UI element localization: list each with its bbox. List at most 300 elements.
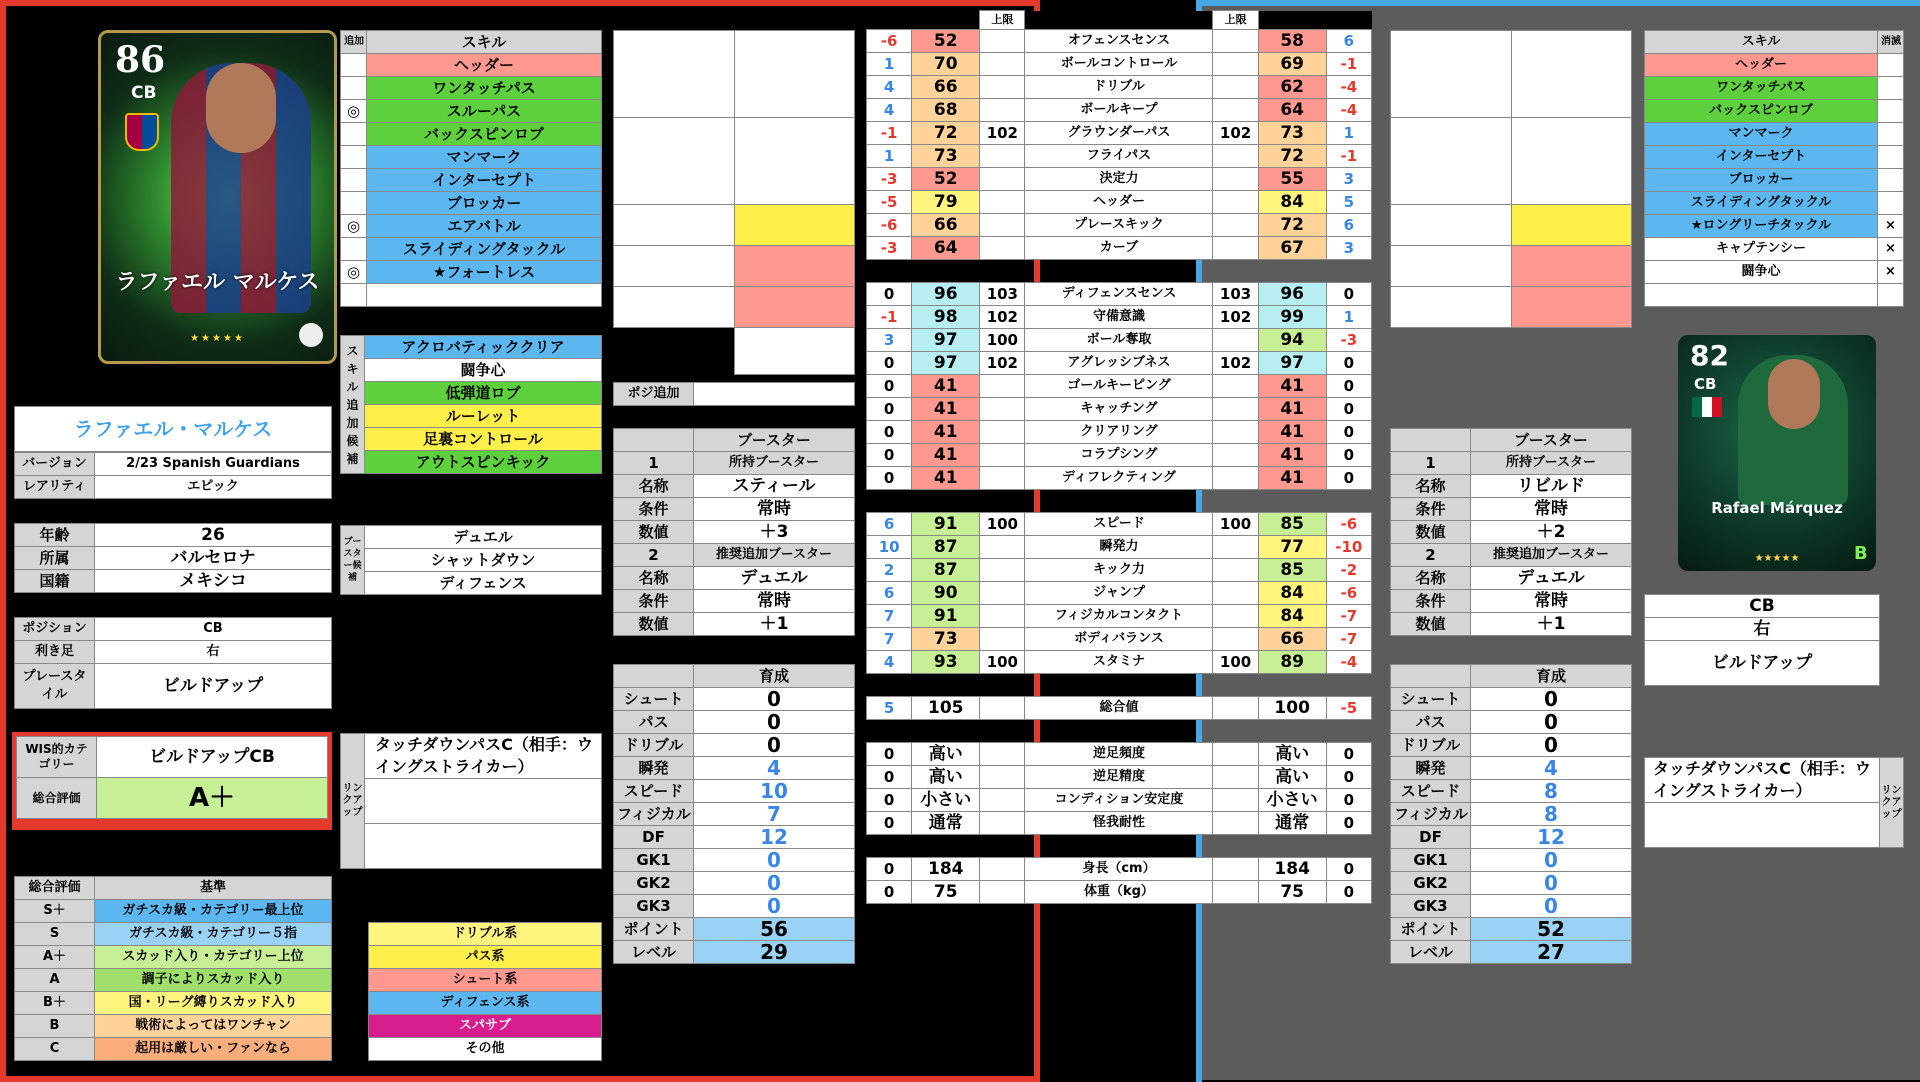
skill-added-mark (341, 284, 367, 307)
stats-gap-cell (912, 490, 980, 513)
skill-row (1645, 284, 1904, 307)
right-value: 184 (1258, 858, 1326, 881)
left-cap (980, 214, 1025, 237)
stat-name: ディフレクティング (1025, 467, 1213, 490)
left-value: 68 (912, 99, 980, 122)
training-row (1391, 849, 1632, 872)
stat-row (867, 605, 1372, 628)
stat-name: キック力 (1025, 559, 1213, 582)
skill-name: 闘争心 (1645, 261, 1878, 284)
training-row (614, 895, 855, 918)
stats-blank (1258, 11, 1326, 30)
skill-name: ブロッカー (1645, 169, 1878, 192)
stat-row (867, 766, 1372, 789)
left-value: 41 (912, 444, 980, 467)
skill-removed-mark (1878, 284, 1904, 307)
right-diff: 6 (1326, 30, 1371, 53)
booster-value: 推奨追加ブースター (694, 544, 855, 567)
card-position: CB (1694, 375, 1717, 393)
info-label: バージョン (15, 453, 95, 476)
training-value: 0 (1471, 849, 1632, 872)
color-legend-item: シュート系 (369, 969, 602, 992)
right-diff: 0 (1326, 283, 1371, 306)
skill-name: スライディングタックル (1645, 192, 1878, 215)
stat-name: 逆足精度 (1025, 766, 1213, 789)
right-cap (1213, 375, 1258, 398)
booster-label: 名称 (1391, 567, 1471, 590)
training-value: 0 (1471, 711, 1632, 734)
stats-gap-cell (980, 674, 1025, 697)
skill-row (1645, 192, 1904, 215)
right-diff: 0 (1326, 421, 1371, 444)
right-value: 96 (1258, 283, 1326, 306)
training-label: 瞬発 (614, 757, 694, 780)
info-value: ビルドアップ (95, 664, 332, 709)
skill-added-mark: ◎ (341, 100, 367, 123)
skill-removed-mark (1878, 123, 1904, 146)
left-value: 64 (912, 237, 980, 260)
right-diff: 0 (1326, 352, 1371, 375)
left-cap (980, 582, 1025, 605)
booster-title-row (614, 429, 855, 452)
stat-name: グラウンダーパス (1025, 122, 1213, 145)
training-value: 4 (694, 757, 855, 780)
left-diff: 1 (867, 145, 912, 168)
stat-row (867, 237, 1372, 260)
booster-candidate-row (341, 526, 602, 549)
info-label: レアリティ (15, 476, 95, 499)
stat-row (867, 789, 1372, 812)
stat-name: ボディバランス (1025, 628, 1213, 651)
right-value: 75 (1258, 881, 1326, 904)
training-label: GK1 (1391, 849, 1471, 872)
right-value: 小さい (1258, 789, 1326, 812)
booster-label: 数値 (1391, 613, 1471, 636)
left-position-grid (613, 30, 855, 375)
right-cap (1213, 191, 1258, 214)
right-diff: 0 (1326, 858, 1371, 881)
legend-criteria: スカッド入り・カテゴリー上位 (95, 946, 332, 969)
training-label: シュート (614, 688, 694, 711)
stats-gap-cell (980, 835, 1025, 858)
stat-row (867, 697, 1372, 720)
left-cap (980, 628, 1025, 651)
skill-add-head: 追加 (341, 31, 367, 54)
left-value: 97 (912, 352, 980, 375)
stats-gap-cell (980, 490, 1025, 513)
color-legend-item: ドリブル系 (369, 923, 602, 946)
left-value: 96 (912, 283, 980, 306)
left-diff: 0 (867, 789, 912, 812)
training-label: シュート (1391, 688, 1471, 711)
right-diff: 0 (1326, 881, 1371, 904)
stats-gap-cell (1258, 260, 1326, 283)
training-row (1391, 826, 1632, 849)
left-diff: 6 (867, 582, 912, 605)
stat-name: プレースキック (1025, 214, 1213, 237)
training-value: 0 (1471, 895, 1632, 918)
right-cap (1213, 398, 1258, 421)
left-info-personal (14, 523, 332, 593)
info-row (15, 547, 332, 570)
skill-candidate: アクロバティッククリア (365, 336, 602, 359)
right-value: 84 (1258, 191, 1326, 214)
legend-criteria: ガチスカ級・カテゴリー５指 (95, 923, 332, 946)
info-label: 年齢 (15, 524, 95, 547)
right-training-table (1390, 664, 1632, 964)
info-row (15, 664, 332, 709)
booster-title: ブースター (694, 429, 855, 452)
left-diff: 2 (867, 559, 912, 582)
training-row (614, 757, 855, 780)
right-cap (1213, 421, 1258, 444)
right-value: 67 (1258, 237, 1326, 260)
stats-gap (867, 674, 1372, 697)
training-label: GK2 (614, 872, 694, 895)
right-diff: 0 (1326, 812, 1371, 835)
booster-candidate: デュエル (365, 526, 602, 549)
info-row (1645, 641, 1880, 686)
right-diff: 0 (1326, 375, 1371, 398)
right-cap (1213, 30, 1258, 53)
training-value: 0 (694, 711, 855, 734)
stats-gap-cell (867, 490, 912, 513)
legend-rank: A (15, 969, 95, 992)
linkup-label: リンクアップ (1880, 758, 1904, 848)
booster-value: 常時 (694, 498, 855, 521)
training-title: 育成 (1471, 665, 1632, 688)
booster-row (1391, 475, 1632, 498)
right-diff: 0 (1326, 398, 1371, 421)
stats-gap-cell (912, 260, 980, 283)
color-legend-item: スパサブ (369, 1015, 602, 1038)
stat-name: コンディション安定度 (1025, 789, 1213, 812)
skill-removed-mark: × (1878, 261, 1904, 284)
legend-rank: B＋ (15, 992, 95, 1015)
skill-row (341, 284, 602, 307)
booster-label: 名称 (614, 567, 694, 590)
legend-criteria: ガチスカ級・カテゴリー最上位 (95, 900, 332, 923)
stats-gap-cell (1326, 720, 1371, 743)
left-diff: -1 (867, 122, 912, 145)
info-value: CB (1645, 595, 1880, 618)
right-cap (1213, 237, 1258, 260)
left-value: 高い (912, 743, 980, 766)
booster-title-blank (1391, 429, 1471, 452)
skill-row (1645, 146, 1904, 169)
booster-label: 条件 (614, 498, 694, 521)
skill-row (341, 100, 602, 123)
stats-gap-cell (1025, 835, 1213, 858)
skill-removed-mark (1878, 146, 1904, 169)
left-value: 66 (912, 214, 980, 237)
skill-row (1645, 261, 1904, 284)
right-value: 41 (1258, 444, 1326, 467)
skill-added-mark: ◎ (341, 215, 367, 238)
left-cap (980, 766, 1025, 789)
skill-name: スライディングタックル (367, 238, 602, 261)
training-value: 0 (1471, 688, 1632, 711)
booster-candidates-table (340, 525, 602, 595)
stats-comparison-table (866, 10, 1372, 904)
skill-removed-mark (1878, 77, 1904, 100)
color-legend-row (369, 969, 602, 992)
training-label: レベル (614, 941, 694, 964)
stat-row (867, 168, 1372, 191)
pos-add-label: ポジ追加 (614, 383, 694, 406)
booster-label: 2 (1391, 544, 1471, 567)
right-cap (1213, 789, 1258, 812)
left-info-version (14, 452, 332, 499)
right-value: 58 (1258, 30, 1326, 53)
right-diff: 1 (1326, 122, 1371, 145)
right-diff: 3 (1326, 168, 1371, 191)
stats-gap-cell (1326, 674, 1371, 697)
training-value: 27 (1471, 941, 1632, 964)
left-cap (980, 53, 1025, 76)
training-row (1391, 711, 1632, 734)
training-title-row (1391, 665, 1632, 688)
stats-gap-cell (1326, 490, 1371, 513)
right-diff: 0 (1326, 789, 1371, 812)
right-cap: 102 (1213, 122, 1258, 145)
left-diff: -1 (867, 306, 912, 329)
training-label: レベル (1391, 941, 1471, 964)
left-value: 93 (912, 651, 980, 674)
booster-value: スティール (694, 475, 855, 498)
wis-cat-label: WIS的カテゴリー (17, 737, 97, 778)
stats-gap-cell (1213, 490, 1258, 513)
left-value: 高い (912, 766, 980, 789)
skill-name: キャプテンシー (1645, 238, 1878, 261)
wis-eval: A＋ (97, 778, 328, 819)
right-value: 高い (1258, 766, 1326, 789)
left-cap: 100 (980, 651, 1025, 674)
left-cap (980, 30, 1025, 53)
info-row (15, 618, 332, 641)
left-value: 90 (912, 582, 980, 605)
right-cap (1213, 76, 1258, 99)
stats-gap-cell (1025, 260, 1213, 283)
stat-name: 決定力 (1025, 168, 1213, 191)
left-player-card (98, 30, 337, 364)
training-label: DF (614, 826, 694, 849)
info-label: 利き足 (15, 641, 95, 664)
left-cap: 102 (980, 352, 1025, 375)
training-value: 4 (1471, 757, 1632, 780)
left-value: 184 (912, 858, 980, 881)
player-name: ラファエル・マルケス (15, 407, 332, 452)
info-row (1645, 618, 1880, 641)
skill-name: エアバトル (367, 215, 602, 238)
booster-candidate-label: ブースター候補 (341, 526, 365, 595)
left-cap (980, 605, 1025, 628)
booster-row (1391, 521, 1632, 544)
left-diff: 3 (867, 329, 912, 352)
booster-value: 所持ブースター (1471, 452, 1632, 475)
stats-gap (867, 720, 1372, 743)
right-cap (1213, 582, 1258, 605)
left-diff: 0 (867, 352, 912, 375)
training-label: 瞬発 (1391, 757, 1471, 780)
left-cap (980, 536, 1025, 559)
stats-gap-cell (912, 674, 980, 697)
booster-label: 条件 (1391, 590, 1471, 613)
booster-row (614, 567, 855, 590)
training-row (614, 872, 855, 895)
stat-name: アグレッシブネス (1025, 352, 1213, 375)
training-row (1391, 780, 1632, 803)
skill-name: ★フォートレス (367, 261, 602, 284)
booster-value: 所持ブースター (694, 452, 855, 475)
booster-row (1391, 613, 1632, 636)
stats-gap-cell (1258, 490, 1326, 513)
legend-criteria: 国・リーグ縛りスカッド入り (95, 992, 332, 1015)
stat-name: ボール奪取 (1025, 329, 1213, 352)
skill-row (341, 169, 602, 192)
training-value: 7 (694, 803, 855, 826)
card-name: Rafael Márquez (1711, 499, 1843, 517)
left-diff: 0 (867, 421, 912, 444)
training-row (1391, 757, 1632, 780)
legend-row (15, 1038, 332, 1061)
info-label: ポジション (15, 618, 95, 641)
booster-label: 1 (614, 452, 694, 475)
training-value: 52 (1471, 918, 1632, 941)
right-value: 41 (1258, 467, 1326, 490)
color-legend-row (369, 923, 602, 946)
stats-blank (912, 11, 980, 30)
stat-name: フライパス (1025, 145, 1213, 168)
stat-row (867, 145, 1372, 168)
stat-name: ゴールキーピング (1025, 375, 1213, 398)
left-diff: 0 (867, 743, 912, 766)
card-stars: ★★★★★ (1754, 553, 1800, 564)
right-cap (1213, 559, 1258, 582)
player-face (1768, 359, 1820, 429)
color-legend-row (369, 992, 602, 1015)
right-cap (1213, 329, 1258, 352)
training-value: 56 (694, 918, 855, 941)
left-value: 70 (912, 53, 980, 76)
stat-name: 逆足頻度 (1025, 743, 1213, 766)
stat-row (867, 99, 1372, 122)
stat-row (867, 812, 1372, 835)
flag-icon (1692, 397, 1722, 417)
left-diff: 1 (867, 53, 912, 76)
stat-name: キャッチング (1025, 398, 1213, 421)
left-value: 66 (912, 76, 980, 99)
stat-name: ボールコントロール (1025, 53, 1213, 76)
left-diff: -5 (867, 191, 912, 214)
stats-gap-cell (1258, 674, 1326, 697)
skill-candidate-row (341, 428, 602, 451)
left-cap (980, 881, 1025, 904)
left-cap (980, 76, 1025, 99)
stat-row (867, 444, 1372, 467)
skill-removed-mark: × (1878, 238, 1904, 261)
booster-label: 条件 (1391, 498, 1471, 521)
stats-gap-cell (1213, 720, 1258, 743)
left-value: 52 (912, 168, 980, 191)
booster-value: 推奨追加ブースター (1471, 544, 1632, 567)
booster-title-blank (614, 429, 694, 452)
right-skills-table (1644, 30, 1904, 307)
skill-candidate-row (341, 336, 602, 359)
left-value: 41 (912, 421, 980, 444)
booster-label: 数値 (614, 613, 694, 636)
training-title: 育成 (694, 665, 855, 688)
stat-row (867, 352, 1372, 375)
right-booster-table (1390, 428, 1632, 636)
booster-title-row (1391, 429, 1632, 452)
training-label: ドリブル (614, 734, 694, 757)
skill-name: バックスピンロブ (367, 123, 602, 146)
skill-added-mark (341, 77, 367, 100)
left-training-table (613, 664, 855, 964)
legend-row (15, 969, 332, 992)
training-row (614, 734, 855, 757)
wis-table (16, 736, 328, 819)
skill-remove-head: 消滅 (1878, 31, 1904, 54)
left-cap: 102 (980, 306, 1025, 329)
stat-row (867, 283, 1372, 306)
booster-value: リビルド (1471, 475, 1632, 498)
booster-row (614, 452, 855, 475)
rating-legend-table (14, 876, 332, 1061)
linkup-text: タッチダウンパスC（相手：ウイングストライカー） (365, 734, 602, 779)
left-cap (980, 168, 1025, 191)
training-label: ポイント (614, 918, 694, 941)
training-label: フィジカル (614, 803, 694, 826)
color-legend-table (368, 922, 602, 1061)
skill-removed-mark (1878, 192, 1904, 215)
booster-row (1391, 498, 1632, 521)
stat-name: 瞬発力 (1025, 536, 1213, 559)
right-value: 89 (1258, 651, 1326, 674)
skill-name: ★ロングリーチタックル (1645, 215, 1878, 238)
left-cap (980, 99, 1025, 122)
left-diff: 6 (867, 513, 912, 536)
legend-rank: S (15, 923, 95, 946)
info-row (15, 453, 332, 476)
stat-name: コラプシング (1025, 444, 1213, 467)
stats-gap-cell (867, 674, 912, 697)
right-cap (1213, 743, 1258, 766)
right-diff: -5 (1326, 697, 1371, 720)
legend-head-criteria: 基準 (95, 877, 332, 900)
left-diff: -6 (867, 30, 912, 53)
left-diff: -3 (867, 237, 912, 260)
skill-candidate-row (341, 359, 602, 382)
left-cap (980, 237, 1025, 260)
booster-value: ＋1 (1471, 613, 1632, 636)
card-stars: ★★★★★ (190, 333, 245, 344)
stat-name: ディフェンスセンス (1025, 283, 1213, 306)
skill-name: インターセプト (1645, 146, 1878, 169)
stat-row (867, 122, 1372, 145)
skill-removed-mark (1878, 169, 1904, 192)
right-value: 64 (1258, 99, 1326, 122)
skill-candidate: 足裏コントロール (365, 428, 602, 451)
training-value: 29 (694, 941, 855, 964)
left-cap (980, 559, 1025, 582)
stat-name: 守備意識 (1025, 306, 1213, 329)
right-cap (1213, 697, 1258, 720)
linkup-text: タッチダウンパスC（相手：ウイングストライカー） (1645, 758, 1880, 803)
stats-gap (867, 835, 1372, 858)
right-value: 55 (1258, 168, 1326, 191)
